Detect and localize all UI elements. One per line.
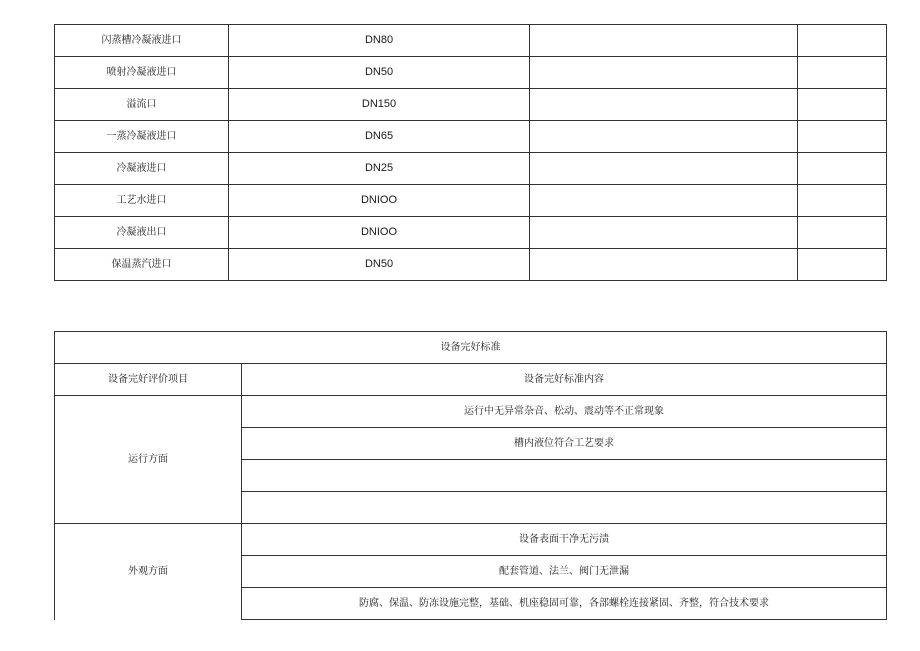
table-row bbox=[55, 249, 887, 281]
nozzle-size: DN65 bbox=[229, 121, 530, 153]
nozzle-size: DN25 bbox=[229, 153, 530, 185]
empty-cell bbox=[798, 89, 887, 121]
nozzle-size: DNIOO bbox=[229, 185, 530, 217]
standard-item bbox=[242, 492, 887, 524]
nozzle-size: DN50 bbox=[229, 57, 530, 89]
table-row bbox=[55, 89, 887, 121]
nozzle-name: 冷凝液进口 bbox=[55, 153, 229, 185]
standard-item: 运行中无异常杂音、松动、震动等不正常现象 bbox=[242, 396, 887, 428]
empty-cell bbox=[530, 217, 798, 249]
nozzle-name: 一蒸冷凝液进口 bbox=[55, 121, 229, 153]
nozzle-name: 冷凝液出口 bbox=[55, 217, 229, 249]
table-row bbox=[55, 185, 887, 217]
empty-cell bbox=[530, 25, 798, 57]
nozzle-table bbox=[54, 24, 887, 281]
standard-item: 槽内液位符合工艺要求 bbox=[242, 428, 887, 460]
table-row bbox=[55, 25, 887, 57]
table-title: 设备完好标准 bbox=[55, 332, 887, 364]
nozzle-size: DNIOO bbox=[229, 217, 530, 249]
standard-item: 配套管道、法兰、阀门无泄漏 bbox=[242, 556, 887, 588]
empty-cell bbox=[798, 25, 887, 57]
equipment-standard-table bbox=[54, 331, 887, 620]
empty-cell bbox=[530, 153, 798, 185]
nozzle-size: DN150 bbox=[229, 89, 530, 121]
header-standard-content: 设备完好标准内容 bbox=[242, 364, 887, 396]
nozzle-name: 保温蒸汽进口 bbox=[55, 249, 229, 281]
standard-item: 防腐、保温、防冻设施完整，基础、机座稳固可靠，各部螺栓连接紧固、齐整，符合技术要求 bbox=[242, 588, 887, 620]
empty-cell bbox=[530, 249, 798, 281]
empty-cell bbox=[798, 249, 887, 281]
standard-item bbox=[242, 460, 887, 492]
header-evaluation-item: 设备完好评价项目 bbox=[55, 364, 242, 396]
table-row bbox=[55, 396, 887, 428]
table-row bbox=[55, 57, 887, 89]
nozzle-size: DN50 bbox=[229, 249, 530, 281]
nozzle-size: DN80 bbox=[229, 25, 530, 57]
category-operation: 运行方面 bbox=[55, 396, 242, 524]
table-row bbox=[55, 217, 887, 249]
empty-cell bbox=[530, 57, 798, 89]
empty-cell bbox=[530, 89, 798, 121]
empty-cell bbox=[530, 121, 798, 153]
table-row bbox=[55, 524, 887, 556]
nozzle-name: 喷射冷凝液进口 bbox=[55, 57, 229, 89]
empty-cell bbox=[798, 217, 887, 249]
empty-cell bbox=[530, 185, 798, 217]
table-row bbox=[55, 153, 887, 185]
table-title-row bbox=[55, 332, 887, 364]
standard-item: 设备表面干净无污渍 bbox=[242, 524, 887, 556]
empty-cell bbox=[798, 121, 887, 153]
category-appearance: 外观方面 bbox=[55, 524, 242, 620]
table-header-row bbox=[55, 364, 887, 396]
empty-cell bbox=[798, 57, 887, 89]
nozzle-name: 闪蒸槽冷凝液进口 bbox=[55, 25, 229, 57]
table-row bbox=[55, 121, 887, 153]
nozzle-name: 工艺水进口 bbox=[55, 185, 229, 217]
empty-cell bbox=[798, 185, 887, 217]
empty-cell bbox=[798, 153, 887, 185]
nozzle-name: 溢流口 bbox=[55, 89, 229, 121]
